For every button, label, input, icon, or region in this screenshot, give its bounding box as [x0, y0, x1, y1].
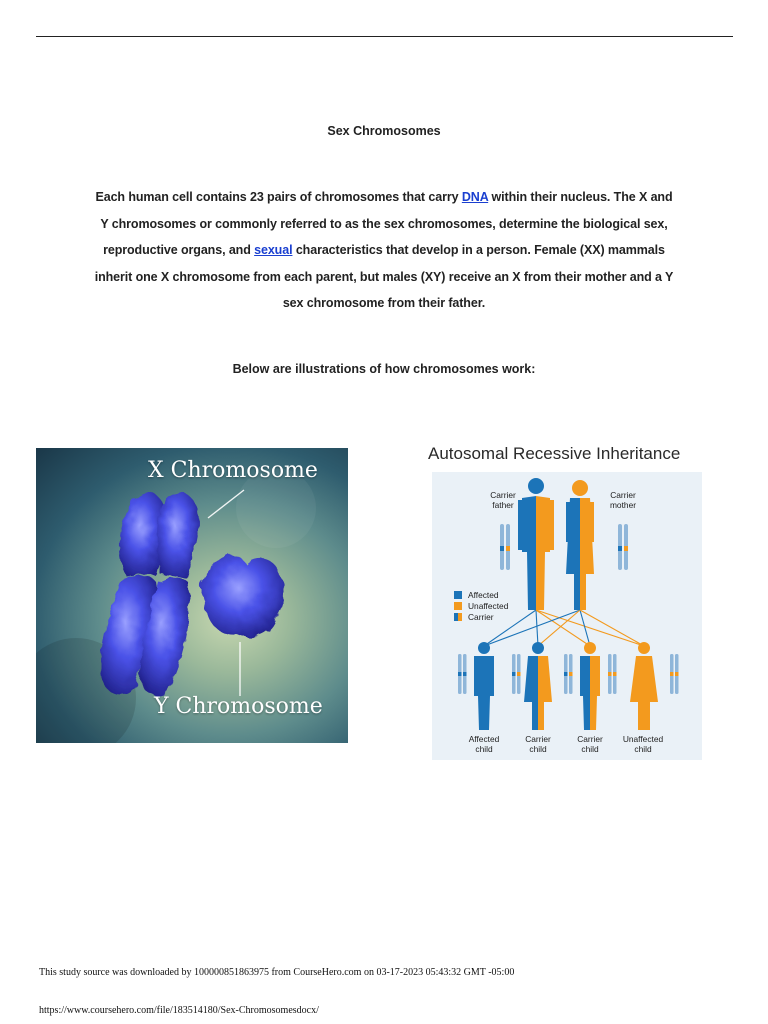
child-1-label-line1: Affected — [468, 734, 500, 744]
legend-affected: Affected — [468, 590, 499, 600]
carrier-child-1-figure — [524, 642, 552, 730]
carrier-child-2-figure — [580, 642, 600, 730]
paragraph-text-2: within their nucleus. The X and Y chromosomes or commonly referred to as the sex chromosomes, determine the biological sex, reproductive organs, and — [100, 190, 673, 257]
illustrations-heading: Below are illustrations of how chromosomes work: — [232, 362, 536, 376]
y-chromosome — [201, 555, 285, 637]
mother-label-line2: mother — [609, 500, 637, 510]
inheritance-lines — [484, 610, 644, 646]
child-3-label-line1: Carrier — [577, 734, 603, 744]
xy-chromosome-image — [36, 448, 348, 743]
affected-child-figure — [474, 642, 494, 730]
source-url: https://www.coursehero.com/file/183514180/Sex-Chromosomesdocx/ — [39, 1005, 319, 1016]
unaffected-child-figure — [630, 642, 658, 730]
child-4-label-line2: child — [634, 744, 652, 754]
legend-swatches — [454, 591, 462, 621]
carrier-child-2-label — [564, 734, 616, 754]
legend-unaffected: Unaffected — [468, 601, 509, 611]
legend-carrier-swatch-blue — [454, 613, 458, 621]
unaffected-child-label — [614, 734, 672, 754]
legend-carrier: Carrier — [468, 612, 494, 622]
download-notice: This study source was downloaded by 100000851863975 from CourseHero.com on 03-17-2023 05:43:32 GMT -05:00 — [39, 967, 515, 978]
intro-paragraph — [92, 184, 676, 317]
pedigree-figures — [424, 440, 706, 760]
x-chromosome — [101, 492, 199, 694]
x-chromosome-label: X Chromosome — [148, 458, 318, 483]
paragraph-text-1: Each human cell contains 23 pairs of chromosomes that carry — [95, 190, 462, 204]
child-2-label-line2: child — [529, 744, 547, 754]
sexual-link[interactable]: sexual — [254, 243, 293, 257]
father-chromosomes — [500, 524, 510, 570]
legend-unaffected-swatch — [454, 602, 462, 610]
carrier-mother-figure — [566, 480, 594, 610]
header-rule — [36, 36, 733, 37]
inheritance-diagram — [424, 440, 706, 760]
child-3-label-line2: child — [581, 744, 599, 754]
carrier-child-1-label — [512, 734, 564, 754]
affected-child-label — [458, 734, 510, 754]
mother-label — [596, 490, 650, 510]
child-4-label-line1: Unaffected — [622, 734, 664, 744]
legend-affected-swatch — [454, 591, 462, 599]
paragraph-text-3: characteristics that develop in a person. Female (XX) mammals inherit one X chromosome from each parent, but males (XY) receive an X from their mother and a Y sex chromosome from their father. — [94, 243, 674, 310]
y-chromosome-label: Y Chromosome — [154, 694, 323, 719]
father-label-line1: Carrier — [490, 490, 516, 500]
father-label-line2: father — [492, 500, 514, 510]
diagram-title: Autosomal Recessive Inheritance — [428, 444, 681, 463]
child-2-label-line1: Carrier — [525, 734, 551, 744]
mother-chromosomes — [618, 524, 628, 570]
dna-link[interactable]: DNA — [461, 190, 489, 204]
father-label — [476, 490, 530, 510]
legend-carrier-swatch-orange — [458, 613, 462, 621]
child-1-label-line2: child — [475, 744, 493, 754]
document-title: Sex Chromosomes — [327, 124, 441, 138]
mother-label-line1: Carrier — [610, 490, 636, 500]
